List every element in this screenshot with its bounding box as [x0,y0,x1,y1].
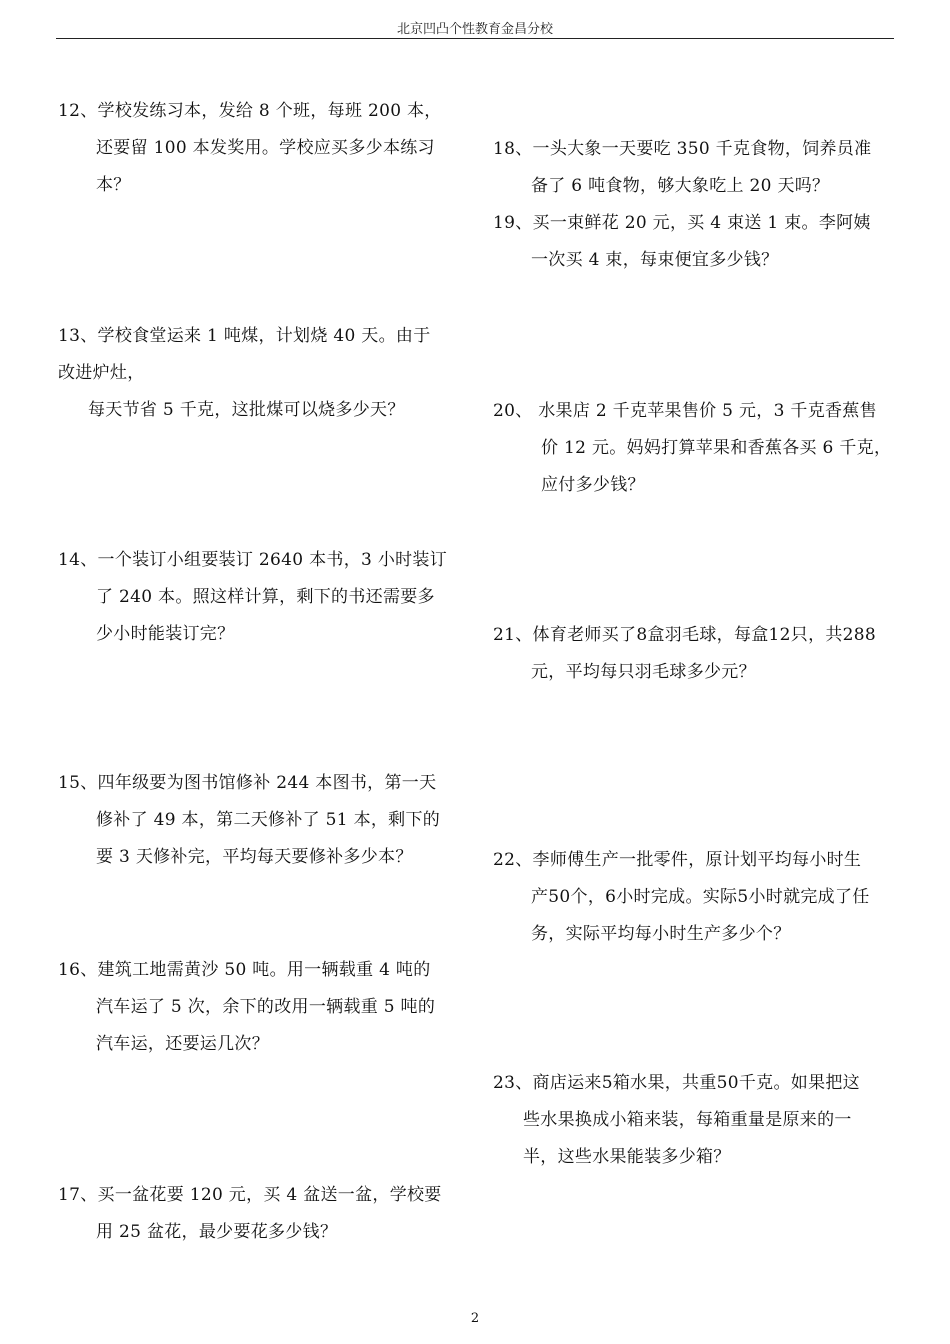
page-header: 北京凹凸个性教育金昌分校 [396,22,553,37]
question-line: 还要留 100 本发奖用。学校应买多少本练习 [96,138,435,158]
question-20 [493,393,891,504]
header-divider [56,38,894,39]
question-line: 本？ [96,175,131,195]
question-19 [493,205,871,279]
question-line: 些水果换成小箱来装，每箱重量是原来的一 [523,1110,852,1130]
question-line: 20、 水果店 2 千克苹果售价 5 元，3 千克香蕉售 [493,401,877,421]
question-12 [58,93,442,204]
question-line: 19、买一束鲜花 20 元，买 4 束送 1 束。李阿姨 [493,213,871,233]
question-line: 汽车运了 5 次，余下的改用一辆载重 5 吨的 [96,997,436,1017]
question-13 [58,318,431,429]
question-21 [493,617,876,691]
question-line: 了 240 本。照这样计算，剩下的书还需要多 [96,587,435,607]
question-line: 半，这些水果能装多少箱？ [523,1147,731,1167]
question-line: 一次买 4 束，每束便宜多少钱？ [531,250,779,270]
question-line: 17、买一盆花要 120 元，买 4 盆送一盆，学校要 [58,1185,442,1205]
question-line: 用 25 盆花，最少要花多少钱？ [96,1222,338,1242]
question-line: 23、商店运来5箱水果，共重50千克。如果把这 [493,1073,860,1093]
question-line: 少小时能装订完？ [96,624,235,644]
question-line: 16、建筑工地需黄沙 50 吨。用一辆载重 4 吨的 [58,960,431,980]
question-14 [58,542,447,653]
question-line: 应付多少钱？ [541,475,645,495]
question-line: 产50个，6小时完成。实际5小时就完成了任 [531,887,870,907]
page-number: 2 [470,1311,480,1326]
question-line: 22、李师傅生产一批零件，原计划平均每小时生 [493,850,862,870]
question-line: 汽车运，还要运几次？ [96,1034,269,1054]
question-line: 14、一个装订小组要装订 2640 本书，3 小时装订 [58,550,448,570]
question-line: 15、四年级要为图书馆修补 244 本图书，第一天 [58,773,437,793]
question-line: 要 3 天修补完，平均每天要修补多少本？ [96,847,413,867]
question-line: 12、学校发练习本，发给 8 个班，每班 200 本， [58,101,442,121]
question-line: 务，实际平均每小时生产多少个？ [531,924,791,944]
question-line: 价 12 元。妈妈打算苹果和香蕉各买 6 千克， [541,438,892,458]
question-line: 13、学校食堂运来 1 吨煤，计划烧 40 天。由于 [58,326,431,346]
question-line: 每天节省 5 千克，这批煤可以烧多少天？ [88,400,405,420]
question-line: 修补了 49 本，第二天修补了 51 本，剩下的 [96,810,441,830]
question-23 [493,1065,860,1176]
question-line: 改进炉灶， [58,363,145,383]
question-22 [493,842,870,953]
question-line: 备了 6 吨食物，够大象吃上 20 天吗？ [531,176,830,196]
question-line: 18、一头大象一天要吃 350 千克食物，饲养员准 [493,139,872,159]
question-line: 元，平均每只羽毛球多少元？ [531,662,756,682]
question-line: 21、体育老师买了8盒羽毛球，每盒12只，共288 [493,625,877,645]
question-18 [493,131,871,205]
question-16 [58,952,435,1063]
question-15 [58,765,440,876]
question-17 [58,1177,442,1251]
